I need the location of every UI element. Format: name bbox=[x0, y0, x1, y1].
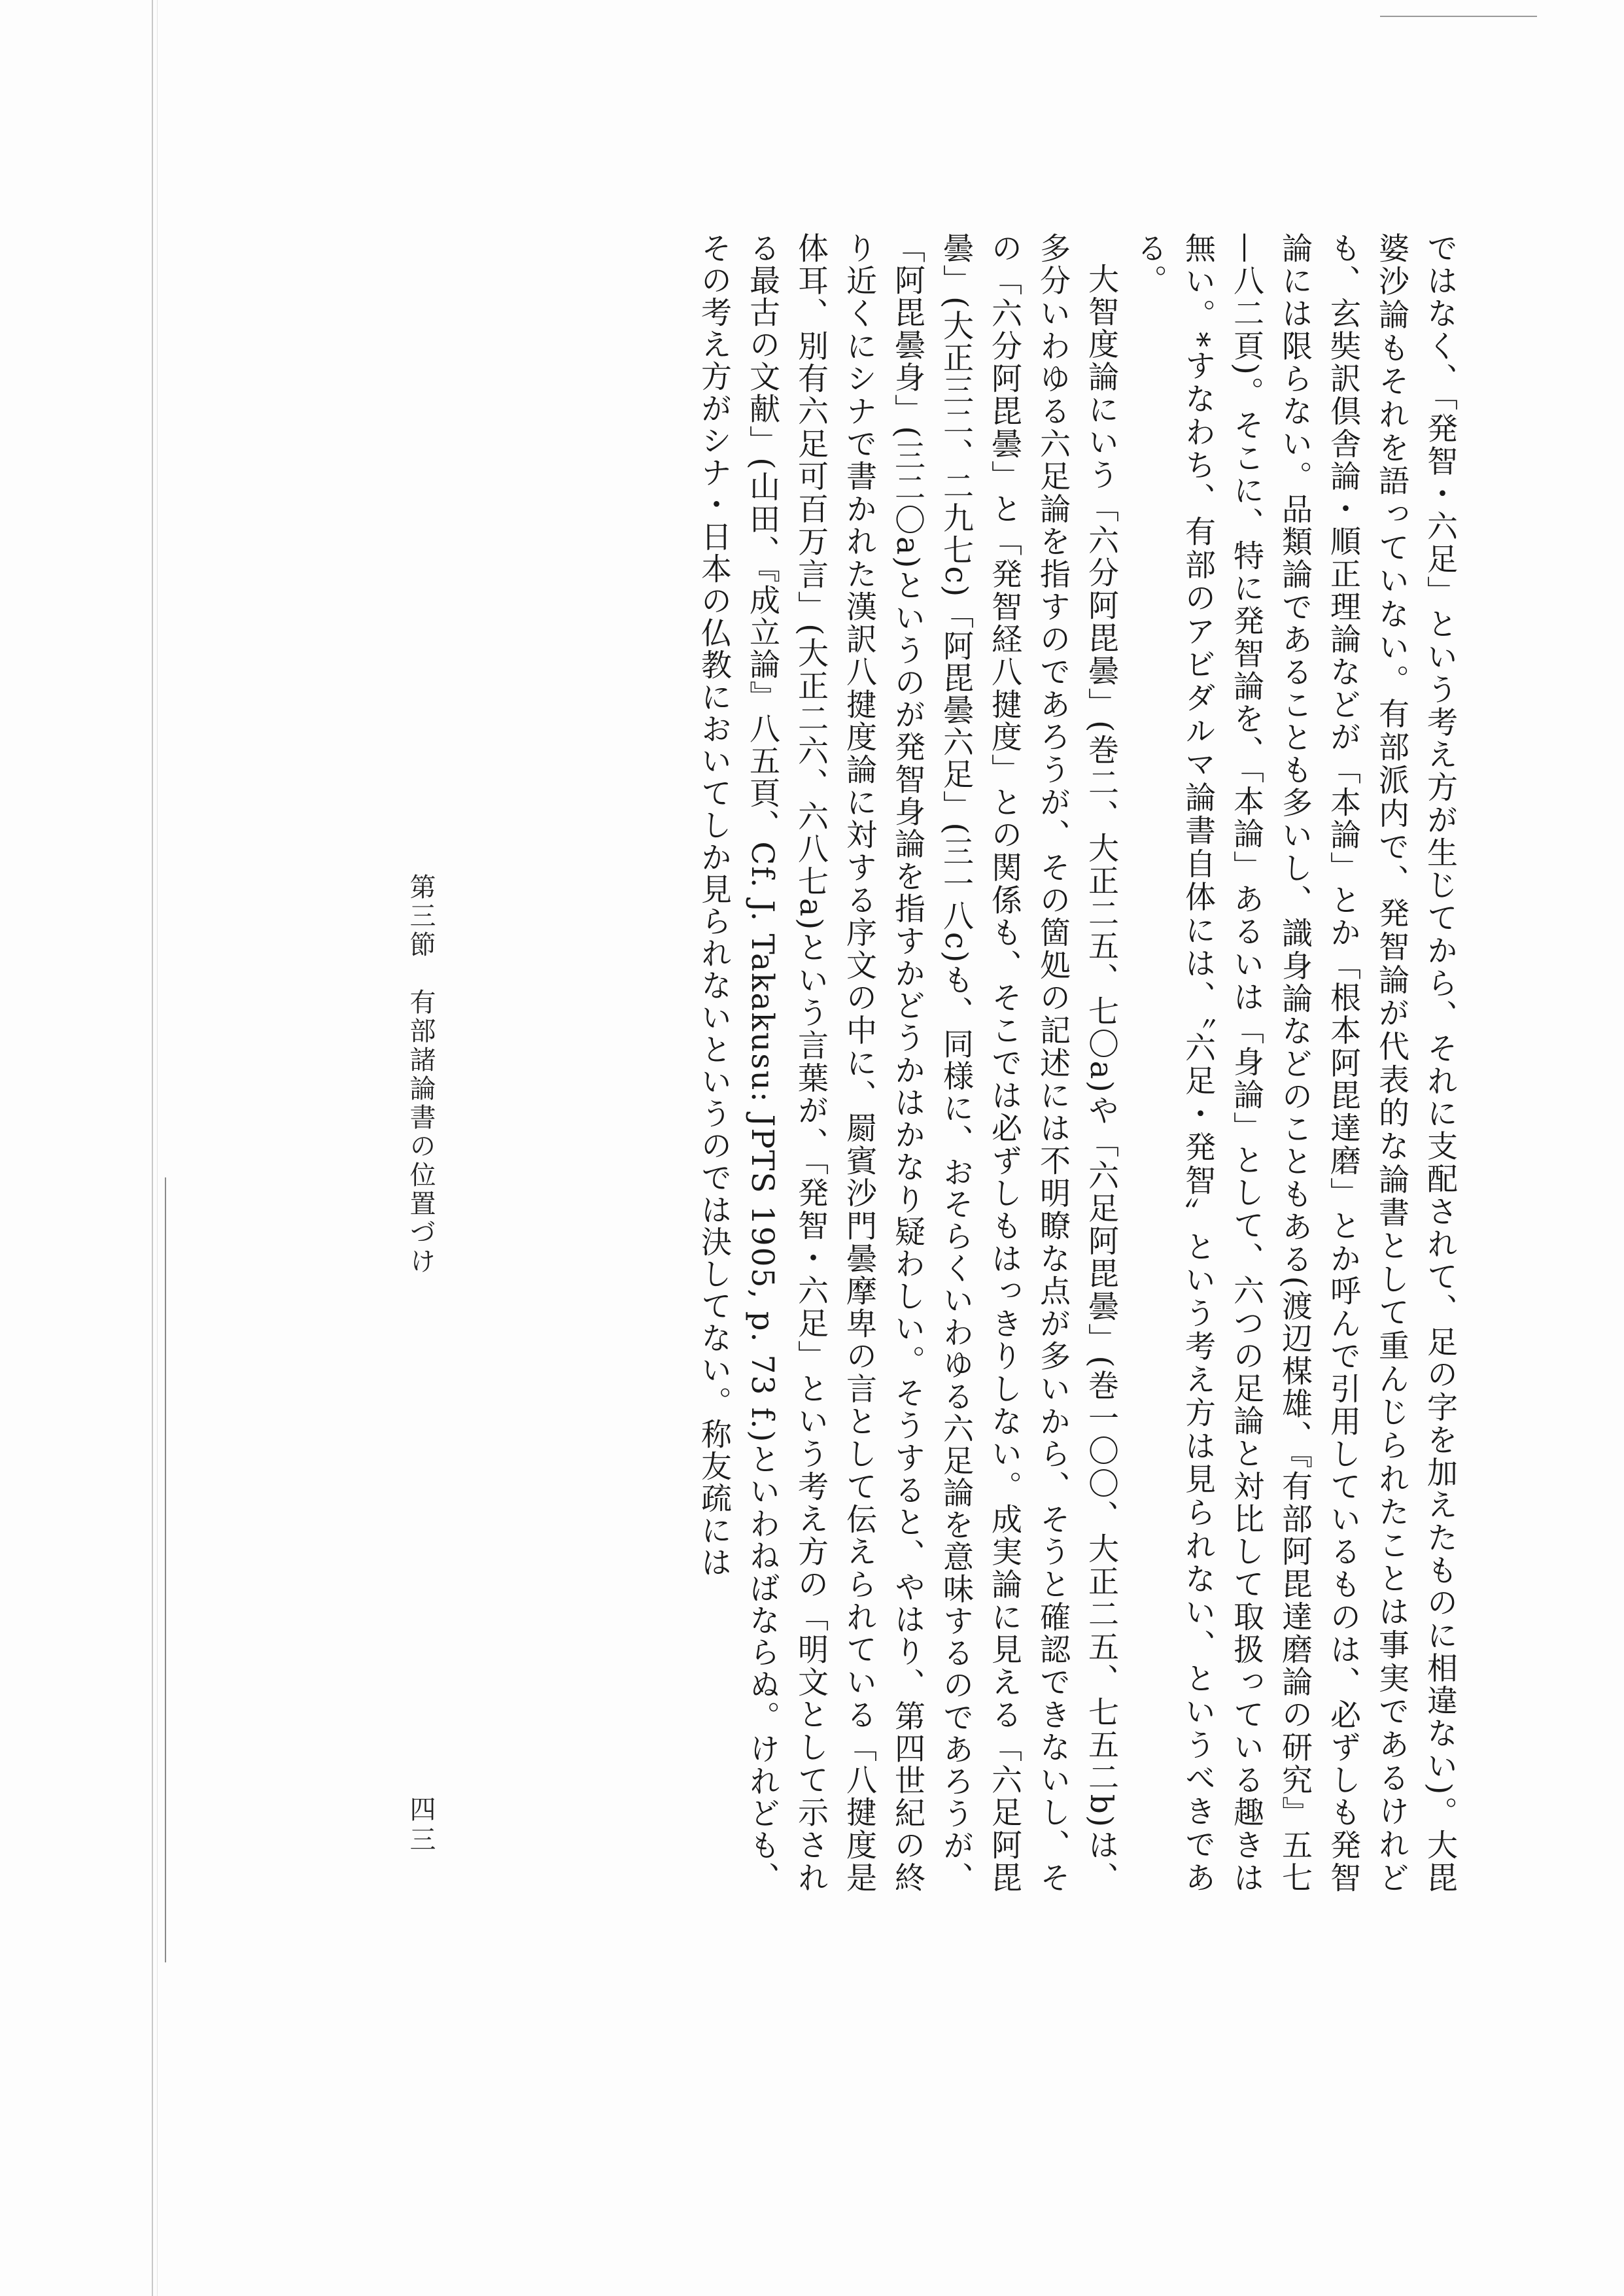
top-rule bbox=[1380, 16, 1537, 17]
paragraph-2: 大智度論にいう「六分阿毘曇」(巻二、大正二五、七〇a)や「六足阿毘曇」(巻一〇〇、大正二五、七五二b)は、多分いわゆる六足論を指すのであろうが、その箇処の記述には不明瞭な点が多いから、そうと確認できないし、その「六分阿毘曇」と「発智経八揵度」との関係も、そこでは必ずしもはっきりしない。成実論に見える「六足阿毘曇」(大正三二、二九七c)「阿毘曇六足」(三一八c)も、同様に、おそらくいわゆる六足論を意味するのであろうが、「阿毘曇身」(三二〇a)というのが発智身論を指すかどうかはかなり疑わしい。そうすると、やはり、第四世紀の終り近くにシナで書かれた漢訳八揵度論に対する序文の中に、罽賓沙門曇摩卑の言として伝えられている「八揵度是体耳、別有六足可百万言」(大正二六、六八七a)という言葉が、「発智・六足」という考え方の「明文として示される最古の文献」(山田、『成立論』八五頁、Cf. J. Takakusu: JPTS 1905, p. 73 f.)といわねばならぬ。けれども、その考え方がシナ・日本の仏教においてしか見られないというのでは決してない。称友疏には bbox=[696, 232, 1119, 1894]
binding-edge-inner bbox=[165, 1177, 168, 1962]
binding-edge bbox=[152, 0, 158, 2296]
paragraph-1: ではなく、「発智・六足」という考え方が生じてから、それに支配されて、足の字を加えたものに相違ない)。大毘婆沙論もそれを語っていない。有部派内で、発智論が代表的な論書として重んじられたことは事実であるけれども、玄奘訳倶舎論・順正理論などが「本論」とか「根本阿毘達磨」とか呼んで引用しているものは、必ずしも発智論には限らない。品類論であることも多いし、識身論などのこともある(渡辺楳雄、『有部阿毘達磨論の研究』五七—八二頁)。そこに、特に発智論を、「本論」あるいは「身論」として、六つの足論と対比して取扱っている趣きは無い。*すなわち、有部のアビダルマ論書自体には、〝六足・発智〟という考え方は見られない、というべきである。 bbox=[1132, 232, 1458, 1894]
body-text bbox=[169, 232, 1464, 1894]
running-footer-section-title: 第三節 有部諸論書の位置づけ bbox=[406, 873, 436, 1276]
page-number: 四三 bbox=[406, 1796, 436, 1856]
